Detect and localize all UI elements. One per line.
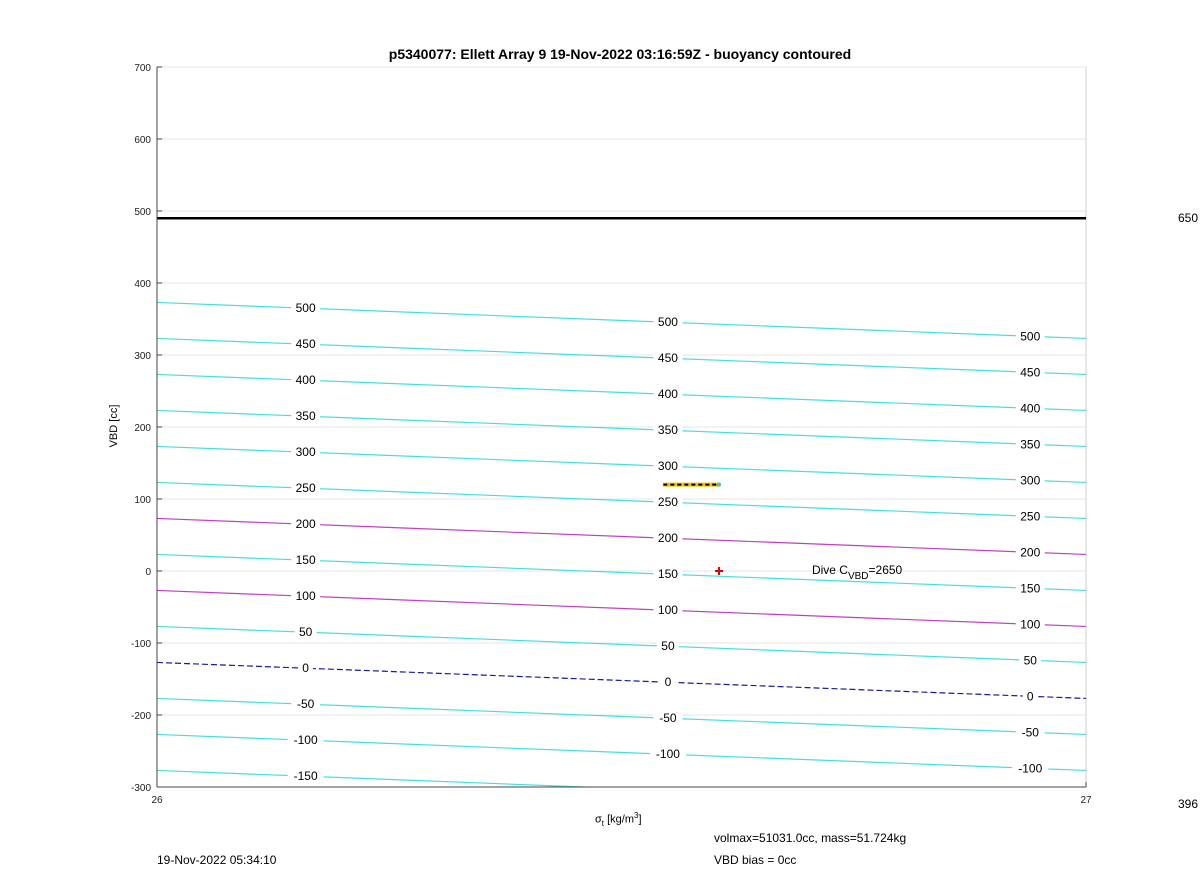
contour-label: 150 (1020, 581, 1041, 596)
y-tick-label: -100 (130, 639, 151, 650)
contour-label: 400 (657, 387, 678, 402)
chart-title: p5340077: Ellett Array 9 19-Nov-2022 03:16:59Z - buoyancy contoured (388, 46, 852, 62)
contour-label: 0 (1026, 689, 1034, 704)
contour-label: 0 (664, 675, 672, 690)
contour-label: 200 (657, 531, 678, 546)
contour-label: -100 (293, 733, 318, 748)
x-axis-label-close: ] (638, 813, 642, 826)
contour-label: 400 (295, 373, 316, 388)
y-tick-label: 100 (134, 495, 151, 506)
footer-timestamp: 19-Nov-2022 05:34:10 (157, 853, 277, 867)
contour-label: 300 (657, 459, 678, 474)
x-tick-label: 26 (151, 795, 163, 806)
y-tick-label: 500 (134, 207, 151, 218)
contour-label: 350 (657, 423, 678, 438)
y-tick-label: -300 (130, 783, 151, 794)
contour-label: 50 (1023, 653, 1037, 668)
contour-label: 100 (657, 603, 678, 618)
x-tick-label: 27 (1080, 795, 1092, 806)
contour-label: 350 (1020, 437, 1041, 452)
footer-volmax: volmax=51031.0cc, mass=51.724kg (714, 831, 907, 845)
y-tick-label: -200 (130, 711, 151, 722)
contour-label: 150 (295, 553, 316, 568)
dive-segment-end-point (717, 483, 721, 487)
contour-label: 50 (661, 639, 675, 654)
y-tick-label: 200 (134, 423, 151, 434)
footer-vbd-bias: VBD bias = 0cc (714, 853, 797, 867)
y-tick-label: 300 (134, 351, 151, 362)
contour-label: -50 (296, 697, 315, 712)
y-tick-label: 700 (134, 63, 151, 74)
dive-cvbd-annotation: Dive $C_{VBD}=2650$ (811, 563, 903, 582)
x-axis-label-unit: [kg/m (604, 813, 634, 826)
contour-label: 500 (295, 301, 316, 316)
contour-label: -100 (655, 747, 680, 762)
contour-label: 450 (295, 337, 316, 352)
right-edge-bottom-value: 396 (1178, 797, 1199, 811)
contour-label: -50 (1021, 725, 1039, 740)
y-tick-label: 600 (134, 135, 151, 146)
contour-label: 200 (1020, 545, 1041, 560)
contour-label: 300 (295, 445, 316, 460)
contour-label: 100 (295, 589, 316, 604)
contour-label: 500 (657, 315, 678, 330)
contour-label: 450 (1020, 365, 1041, 380)
x-axis-label (595, 811, 642, 828)
right-edge-top-value: 650 (1178, 211, 1199, 225)
y-axis-label: VBD [cc] (108, 404, 120, 448)
contour-label: 400 (1020, 401, 1041, 416)
x-axis-label-superscript: 3 (633, 811, 639, 820)
contour-label: 100 (1020, 617, 1041, 632)
contour-label: 300 (1020, 473, 1041, 488)
contour-label: 200 (295, 517, 316, 532)
contour-label: 250 (1020, 509, 1041, 524)
y-tick-label: 0 (145, 567, 151, 578)
x-axis-label-symbol: σ (595, 813, 602, 826)
contour-label: -100 (1018, 761, 1043, 776)
contour-label: 250 (657, 495, 678, 510)
contour-label: -50 (659, 711, 677, 726)
contour-label: -150 (293, 769, 318, 784)
contour-label: 0 (302, 661, 309, 676)
contour-label: 450 (657, 351, 678, 366)
contour-label: 50 (298, 625, 313, 640)
x-axis-label-subscript: t (601, 818, 605, 828)
y-tick-label: 400 (134, 279, 151, 290)
contour-label: 250 (295, 481, 316, 496)
contour-label: 350 (295, 409, 316, 424)
contour-label: 500 (1020, 329, 1041, 344)
contour-label: 150 (657, 567, 678, 582)
